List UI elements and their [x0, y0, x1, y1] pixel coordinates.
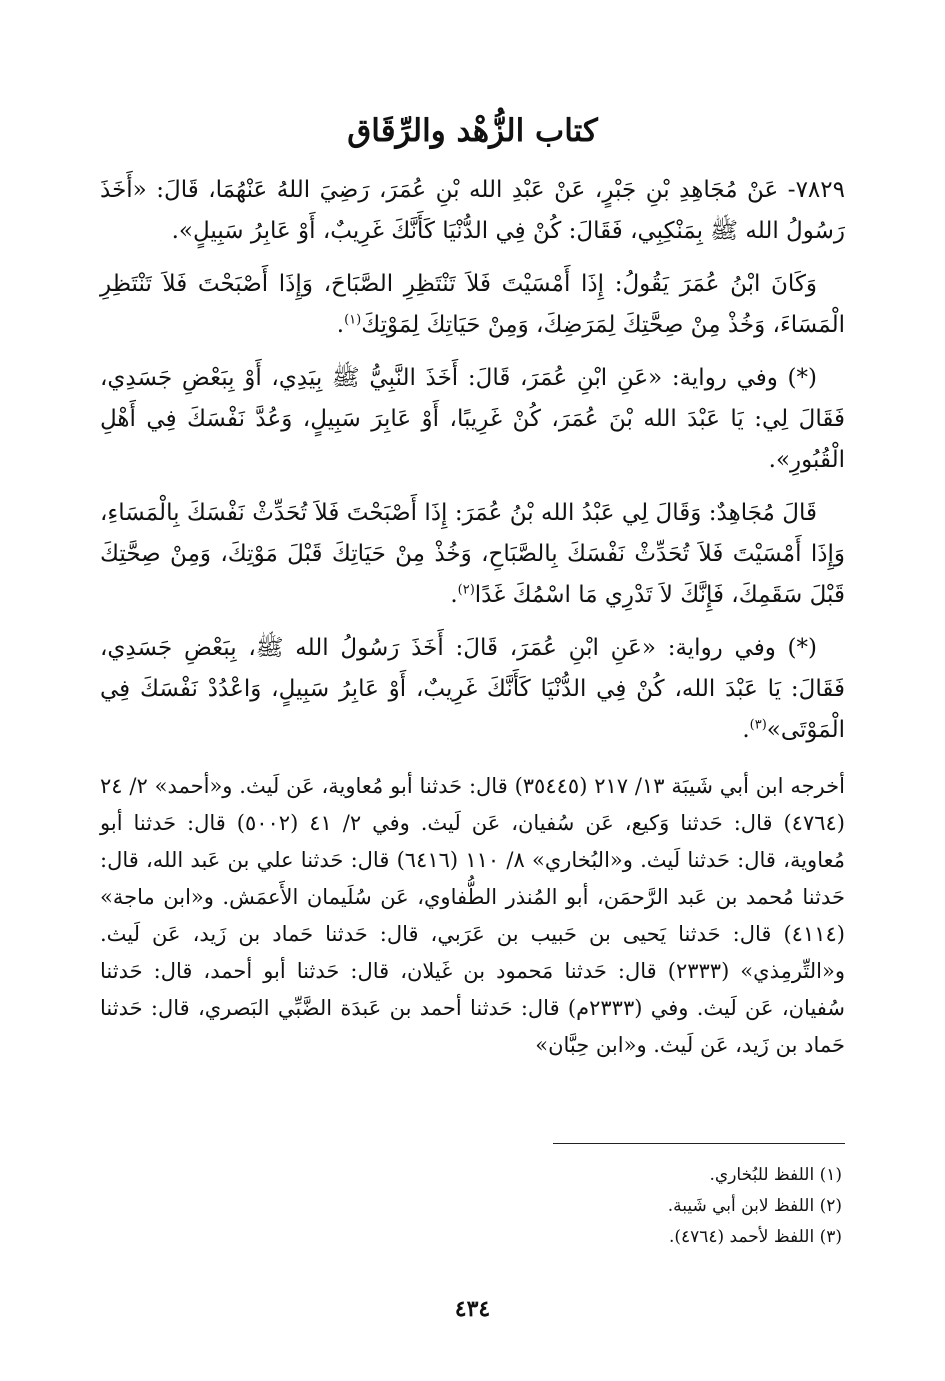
chapter-title: كتاب الزُّهْد والرِّقَاق [347, 113, 598, 149]
hadith-variant: (*) وفي رواية: «عَنِ ابْنِ عُمَرَ، قَالَ: أَخَذَ رَسُولُ الله ﷺ، بِبَعْضِ جَسَدِي، فَقَالَ: يَا عَبْدَ الله، كُنْ فِي الدُّنْيَا كَأَنَّكَ غَرِيبٌ، أَوْ عَابِرُ سَبِيلٍ، وَاعْدُدْ نَفْسَكَ فِي الْمَوْتَى»$^{(٣)}$. [100, 635, 845, 743]
page-number: ٤٣٤ [454, 1296, 491, 1322]
hadith-variant: (*) وفي رواية: «عَنِ ابْنِ عُمَرَ، قَالَ: أَخَذَ النَّبِيُّ ﷺ بِيَدِي، أَوْ بِبَعْضِ جَسَدِي، فَقَالَ لِي: يَا عَبْدَ الله بْنَ عُمَرَ، كُنْ غَرِيبًا، أَوْ عَابِرَ سَبِيلٍ، وَعُدَّ نَفْسَكَ فِي أَهْلِ الْقُبُورِ». [100, 365, 845, 473]
takhrij-block [100, 768, 845, 1064]
footnote-marker: (١) [344, 312, 362, 328]
footnote-divider [553, 1143, 845, 1144]
takhrij-text: أخرجه ابن أبي شَيبَة ١٣/ ٢١٧ (٣٥٤٤٥) قال: حَدثنا أبو مُعاوية، عَن لَيث. و«أحمد» ٢/ ٢٤ (٤٧٦٤) قال: حَدثنا وَكيع، عَن سُفيان، عَن لَيث. وفي ٢/ ٤١ (٥٠٠٢) قال: حَدثنا أبو مُعاوية، قال: حَدثنا لَيث. و«البُخاري» ٨/ ١١٠ (٦٤١٦) قال: حَدثنا علي بن عَبد الله، قال: حَدثنا مُحمد بن عَبد الرَّحمَن، أبو المُنذر الطُّفاوي، عَن سُلَيمان الأَعمَش. و«ابن ماجة» (٤١١٤) قال: حَدثنا يَحيى بن حَبيب بن عَرَبي، قال: حَدثنا حَماد بن زَيد، عَن لَيث. و«التِّرمِذي» (٢٣٣٣) قال: حَدثنا مَحمود بن غَيلان، قال: حَدثنا أبو أحمد، قال: حَدثنا سُفيان، عَن لَيث. وفي (٢٣٣٣م) قال: حَدثنا أحمد بن عَبدَة الضَّبِّي البَصري، قال: حَدثنا حَماد بن زَيد، عَن لَيث. و«ابن حِبَّان» [100, 774, 845, 1057]
footnote-marker: (٣) [749, 717, 767, 733]
hadith-body [100, 170, 845, 763]
hadith-paragraph: قَالَ مُجَاهِدٌ: وَقَالَ لِي عَبْدُ الله بْنُ عُمَرَ: إِذَا أَصْبَحْتَ فَلاَ تُحَدِّثْ نَفْسَكَ بِالْمَسَاءِ، وَإِذَا أَمْسَيْتَ فَلاَ تُحَدِّثْ نَفْسَكَ بِالصَّبَاحِ، وَخُذْ مِنْ حَيَاتِكَ قَبْلَ مَوْتِكَ، وَمِنْ صِحَّتِكَ قَبْلَ سَقَمِكَ، فَإِنَّكَ لاَ تَدْرِي مَا اسْمُكَ غَدًا$^{(٢)}$. [100, 500, 845, 608]
footnote-item: (٣) اللفظ لأحمد (٤٧٦٤). [668, 1227, 842, 1247]
footnote-item: (١) اللفظ للبُخاري. [709, 1165, 842, 1185]
hadith-paragraph: ٧٨٢٩- عَنْ مُجَاهِدِ بْنِ جَبْرٍ، عَنْ عَبْدِ الله بْنِ عُمَرَ، رَضِيَ اللهُ عَنْهُمَا، قَالَ: «أَخَذَ رَسُولُ الله ﷺ بِمَنْكِبِي، فَقَالَ: كُنْ فِي الدُّنْيَا كَأَنَّكَ غَرِيبٌ، أَوْ عَابِرُ سَبِيلٍ». [100, 177, 845, 244]
footnote-marker: (٢) [457, 582, 475, 598]
footnote-item: (٢) اللفظ لابن أبي شَيبة. [667, 1196, 842, 1216]
hadith-paragraph: وَكَانَ ابْنُ عُمَرَ يَقُولُ: إِذَا أَمْسَيْتَ فَلاَ تَنْتَظِرِ الصَّبَاحَ، وَإِذَا أَصْبَحْتَ فَلاَ تَنْتَظِرِ الْمَسَاءَ، وَخُذْ مِنْ صِحَّتِكَ لِمَرَضِكَ، وَمِنْ حَيَاتِكَ لِمَوْتِكَ$^{(١)}$. [100, 271, 845, 338]
footnotes [100, 1160, 842, 1253]
hadith-number: ٧٨٢٩- [787, 177, 845, 203]
